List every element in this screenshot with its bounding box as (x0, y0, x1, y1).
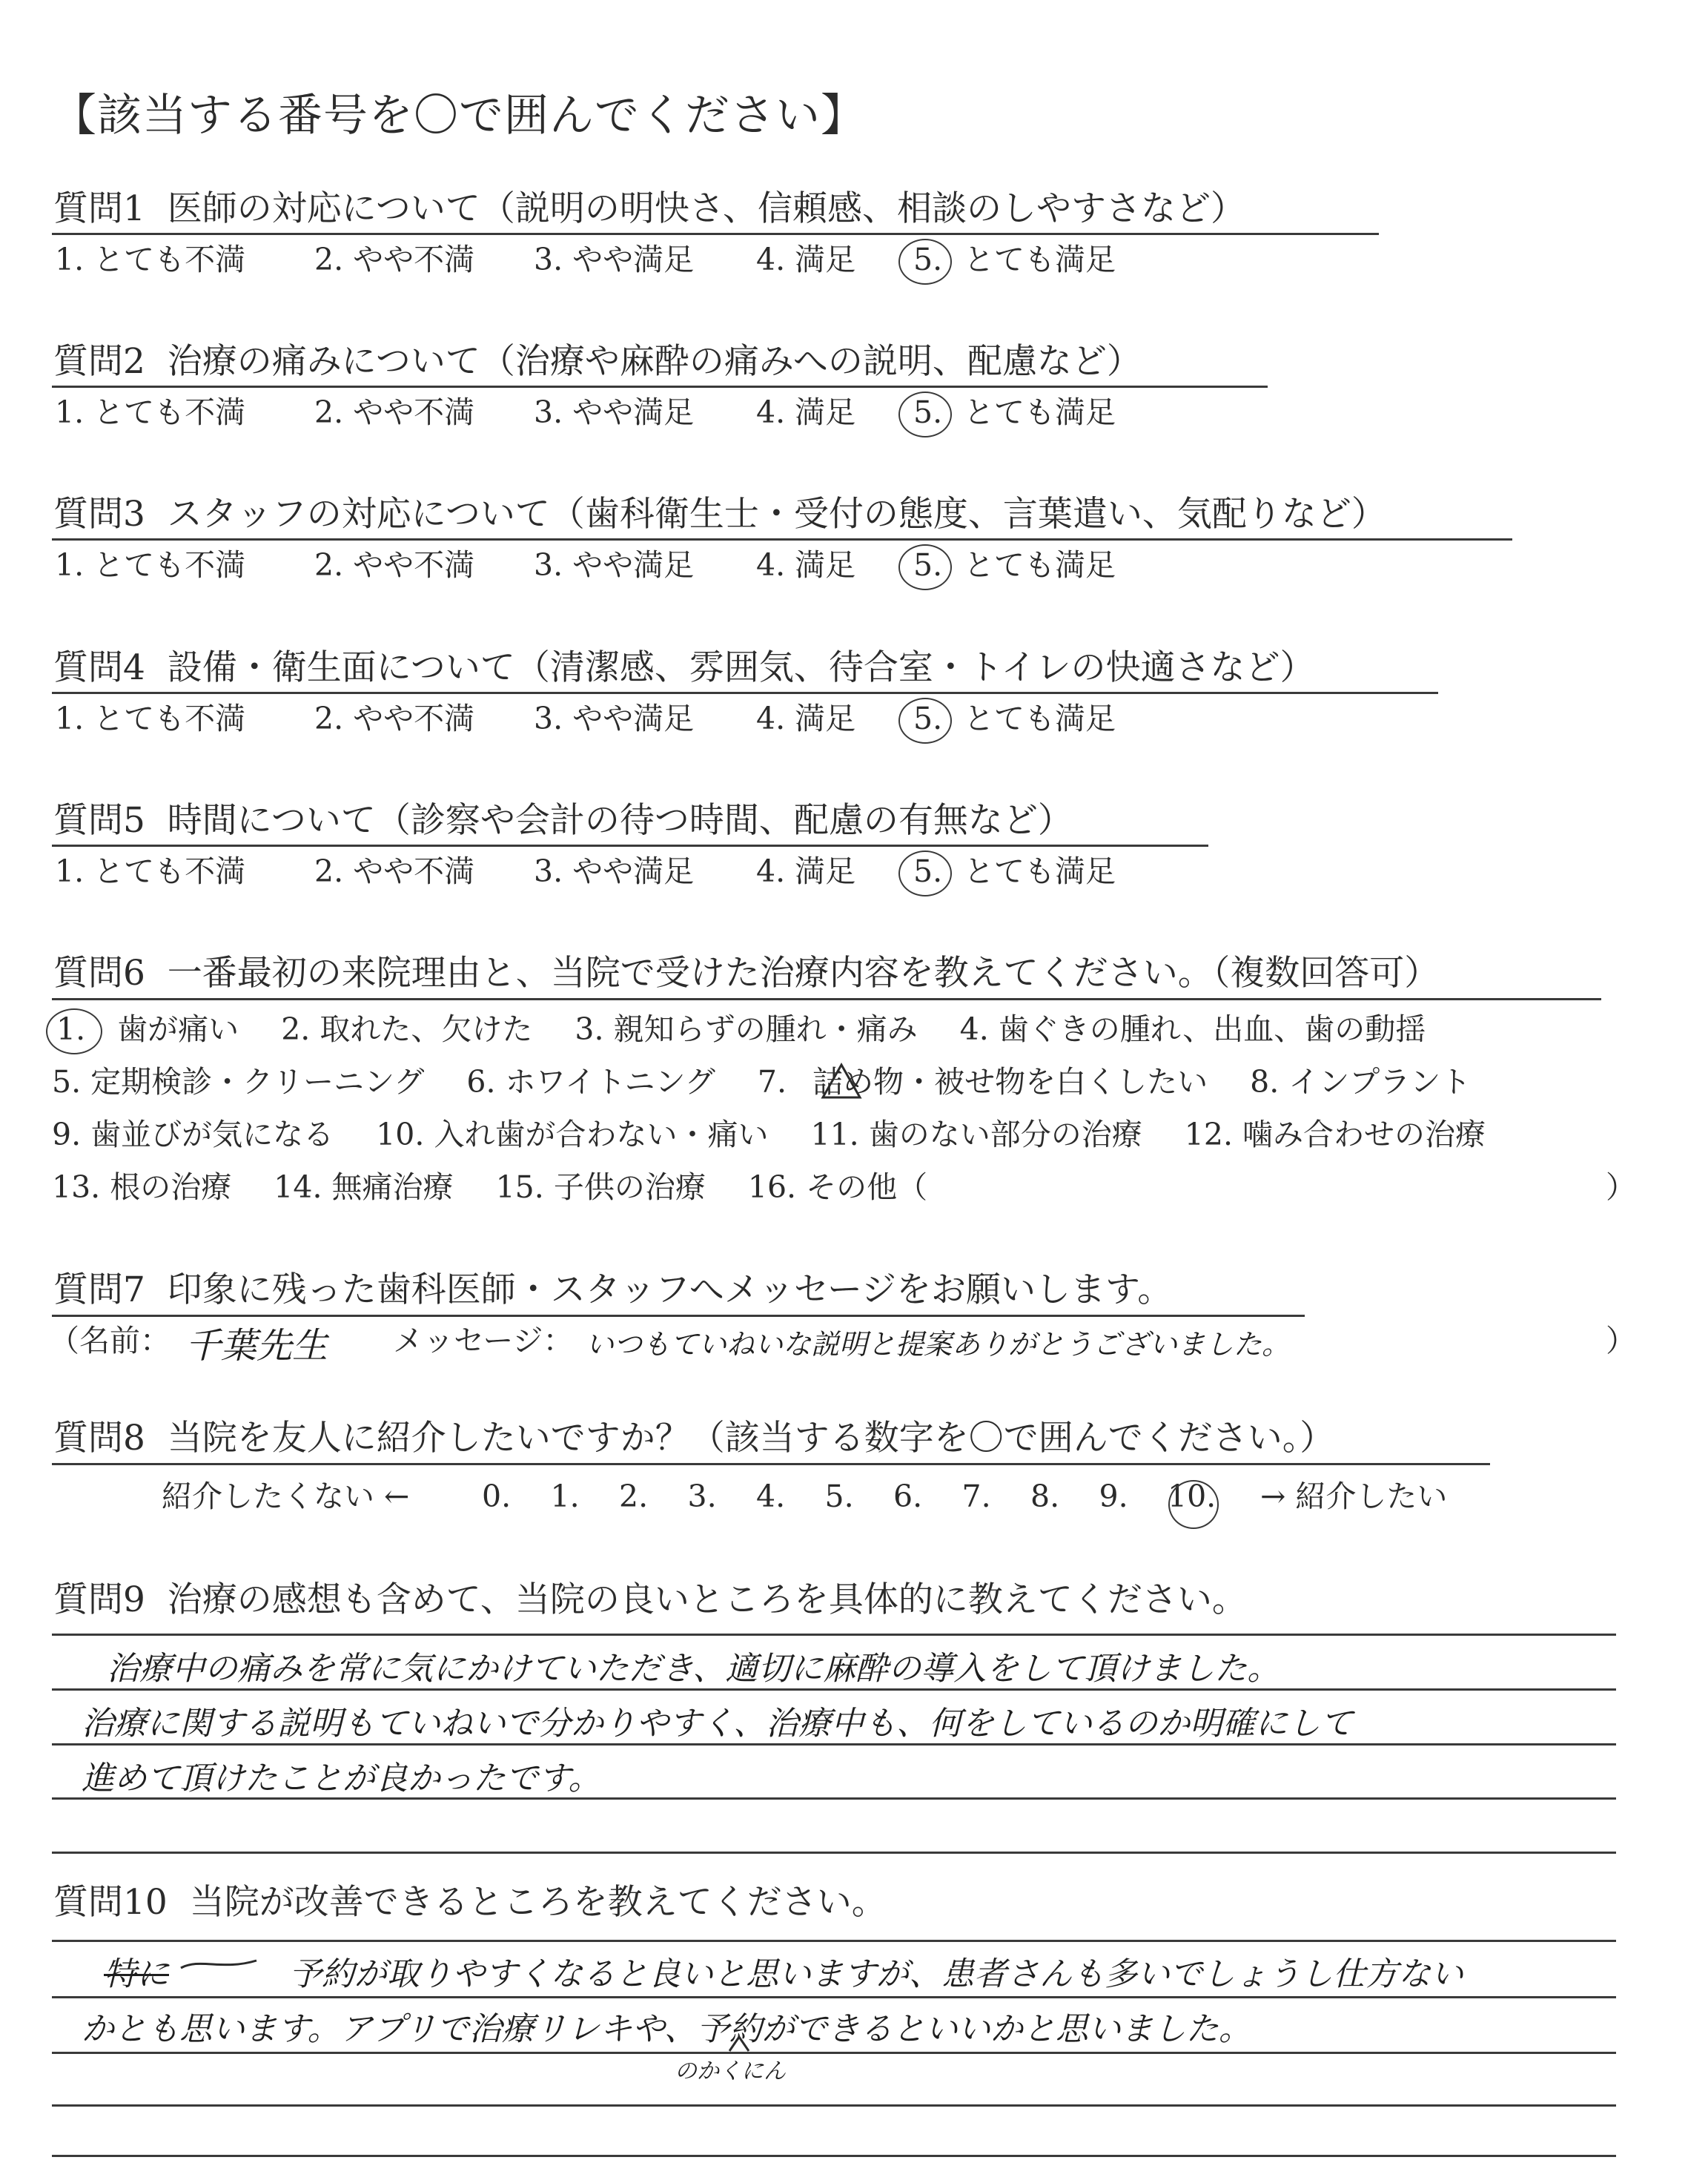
q1-option-4[interactable]: 4. 満足 (756, 242, 856, 277)
q1-heading (53, 187, 1245, 231)
q5-option-6: とても満足 (964, 853, 1116, 889)
q10-rule-1 (52, 1940, 1616, 1942)
q3-selection-circle (898, 544, 952, 590)
q8-scale-9[interactable]: 9. (1099, 1479, 1128, 1514)
q7-text: 印象に残った歯科医師・スタッフへメッセージをお願いします。 (167, 1269, 1173, 1310)
q4-heading (53, 646, 1315, 690)
q8-scale-8[interactable]: 8. (1030, 1479, 1060, 1514)
q8-selection-circle (1168, 1480, 1219, 1529)
q2-option-5[interactable]: 5. (913, 394, 943, 430)
q5-option-2[interactable]: 2. やや不満 (314, 853, 475, 889)
q9-rule-1 (52, 1634, 1616, 1636)
q5-selection-circle (898, 851, 952, 896)
q8-right-label: → 紹介したい (1260, 1479, 1448, 1514)
q10-heading (53, 1880, 887, 1925)
q3-heading (53, 492, 1386, 537)
q8-scale-6[interactable]: 6. (893, 1479, 923, 1514)
q6-opt-13[interactable]: 13. 根の治療 (52, 1169, 232, 1205)
q8-scale-4[interactable]: 4. (756, 1479, 786, 1514)
q5-option-5[interactable]: 5. (913, 853, 943, 889)
q2-option-4[interactable]: 4. 満足 (756, 394, 856, 430)
q8-left-label: 紹介したくない ← (162, 1479, 410, 1514)
q6-opt-12[interactable]: 12. 噛み合わせの治療 (1184, 1117, 1486, 1152)
q3-option-2[interactable]: 2. やや不満 (314, 547, 475, 583)
q5-option-4[interactable]: 4. 満足 (756, 853, 856, 889)
q7-message-label: メッセージ： (393, 1323, 574, 1358)
q9-rule-5 (52, 1852, 1616, 1854)
q6-opt-7-number[interactable]: 7. (757, 1064, 787, 1100)
q6-opt-4[interactable]: 4. 歯ぐきの腫れ、出血、歯の動揺 (959, 1011, 1426, 1047)
q3-text: スタッフの対応について（歯科衛生士・受付の態度、言葉遣い、気配りなど） (167, 494, 1386, 535)
q10-struck-text: 特に (104, 1955, 169, 1993)
q1-option-3[interactable]: 3. やや満足 (534, 242, 695, 277)
q4-selection-circle (898, 698, 952, 744)
q4-underline (52, 692, 1438, 694)
q6-opt-1-number[interactable]: 1. (56, 1011, 86, 1047)
q4-option-3[interactable]: 3. やや満足 (534, 701, 695, 736)
q6-opt-15[interactable]: 15. 子供の治療 (495, 1169, 706, 1205)
q10-rule-5 (52, 2155, 1616, 2157)
q8-text: 当院を友人に紹介したいですか？（該当する数字を〇で囲んでください。） (167, 1418, 1335, 1459)
q8-heading (53, 1416, 1334, 1461)
q9-answer-line-1[interactable]: 治療中の痛みを常に気にかけていただき、適切に麻酔の導入をして頂けました。 (107, 1650, 1280, 1688)
q6-row-1 (52, 1010, 1426, 1048)
q3-option-1[interactable]: 1. とても不満 (55, 547, 246, 583)
q4-option-4[interactable]: 4. 満足 (756, 701, 856, 736)
q10-rule-2 (52, 1996, 1616, 1998)
q1-underline (52, 233, 1379, 235)
q4-option-1[interactable]: 1. とても不満 (55, 701, 246, 736)
q7-close-paren: ） (1606, 1323, 1636, 1358)
q6-opt-11[interactable]: 11. 歯のない部分の治療 (810, 1117, 1142, 1152)
q1-label: 質問1 (53, 188, 145, 229)
q6-row-4 (52, 1168, 927, 1206)
q5-text: 時間について（診察や会計の待つ時間、配慮の有無など） (167, 800, 1073, 841)
q10-answer-line-1[interactable]: 予約が取りやすくなると良いと思いますが、患者さんも多いでしょうし仕方ない (289, 1955, 1463, 1993)
q4-option-6: とても満足 (964, 701, 1116, 736)
q10-insert-note: のかくにん (675, 2058, 786, 2084)
q3-option-3[interactable]: 3. やや満足 (534, 547, 695, 583)
q4-option-5[interactable]: 5. (913, 701, 943, 736)
q8-scale-1[interactable]: 1. (550, 1479, 580, 1514)
q8-scale-7[interactable]: 7. (961, 1479, 991, 1514)
q8-label: 質問8 (53, 1418, 145, 1459)
q2-option-2[interactable]: 2. やや不満 (314, 394, 475, 430)
q6-text: 一番最初の来院理由と、当院で受けた治療内容を教えてください。（複数回答可） (167, 953, 1440, 994)
q3-option-4[interactable]: 4. 満足 (756, 547, 856, 583)
q6-selection-triangle-7 (818, 1060, 864, 1102)
q5-label: 質問5 (53, 800, 145, 841)
q1-selection-circle (898, 239, 952, 285)
q3-label: 質問3 (53, 494, 145, 535)
q1-option-5[interactable]: 5. (913, 242, 943, 277)
q6-opt-6[interactable]: 6. ホワイトニング (466, 1064, 715, 1100)
q6-row-3 (52, 1115, 1486, 1154)
q6-label: 質問6 (53, 953, 145, 994)
page-title: 【該当する番号を〇で囲んでください】 (52, 90, 866, 142)
q5-option-3[interactable]: 3. やや満足 (534, 853, 695, 889)
q6-opt-9[interactable]: 9. 歯並びが気になる (52, 1117, 334, 1152)
q2-underline (52, 386, 1268, 388)
q10-answer-line-2[interactable]: かとも思います。アプリで治療リレキや、予約ができるといいかと思いました。 (82, 2010, 1251, 2048)
q7-message-value[interactable]: いつもていねいな説明と提案ありがとうございました。 (586, 1328, 1291, 1361)
q3-underline (52, 538, 1512, 541)
q8-scale-5[interactable]: 5. (824, 1479, 854, 1514)
q6-opt-5[interactable]: 5. 定期検診・クリーニング (52, 1064, 425, 1100)
q2-option-1[interactable]: 1. とても不満 (55, 394, 246, 430)
q9-answer-line-3[interactable]: 進めて頂けたことが良かったです。 (82, 1760, 601, 1797)
q4-label: 質問4 (53, 647, 145, 688)
q6-selection-circle-1 (46, 1008, 102, 1054)
q6-opt-8[interactable]: 8. インプラント (1250, 1064, 1472, 1100)
q2-label: 質問2 (53, 341, 145, 382)
q6-heading (53, 951, 1439, 996)
q6-other-close: ） (1606, 1169, 1636, 1205)
q10-label: 質問10 (53, 1882, 168, 1923)
q8-underline (52, 1463, 1490, 1465)
q10-insert-caret (728, 2035, 750, 2052)
q2-option-6: とても満足 (964, 394, 1116, 430)
q6-opt-10[interactable]: 10. 入れ歯が合わない・痛い (376, 1117, 769, 1152)
q8-scale-3[interactable]: 3. (687, 1479, 717, 1514)
q6-opt-7-text: 詰め物・被せ物を白くしたい (812, 1064, 1208, 1100)
q4-text: 設備・衛生面について（清潔感、雰囲気、待合室・トイレの快適さなど） (167, 647, 1315, 688)
q9-answer-line-2[interactable]: 治療に関する説明もていねいで分かりやすく、治療中も、何をしているのか明確にして (82, 1705, 1354, 1743)
q8-scale-10[interactable]: 10. (1168, 1479, 1217, 1514)
q6-opt-3[interactable]: 3. 親知らずの腫れ・痛み (575, 1011, 918, 1047)
q9-heading (53, 1578, 1247, 1622)
q6-opt-14[interactable]: 14. 無痛治療 (274, 1169, 454, 1205)
q7-name-label: （名前： (49, 1323, 171, 1358)
q6-row-2 (52, 1063, 1471, 1101)
q8-scale-0[interactable]: 0. (482, 1479, 512, 1514)
q4-option-2[interactable]: 2. やや不満 (314, 701, 475, 736)
q7-name-value[interactable]: 千葉先生 (185, 1325, 328, 1367)
q7-label: 質問7 (53, 1269, 145, 1310)
q2-option-3[interactable]: 3. やや満足 (534, 394, 695, 430)
q7-heading (53, 1268, 1172, 1312)
q5-option-1[interactable]: 1. とても不満 (55, 853, 246, 889)
q5-heading (53, 799, 1073, 843)
q9-label: 質問9 (53, 1579, 145, 1620)
q6-underline (52, 998, 1601, 1000)
q6-opt-2[interactable]: 2. 取れた、欠けた (281, 1011, 533, 1047)
q6-opt-16[interactable]: 16. その他（ (747, 1169, 928, 1205)
q10-strike-scribble (178, 1955, 259, 1972)
q3-option-5[interactable]: 5. (913, 547, 943, 583)
q8-scale-2[interactable]: 2. (619, 1479, 649, 1514)
q2-text: 治療の痛みについて（治療や麻酔の痛みへの説明、配慮など） (167, 341, 1142, 382)
q1-option-2[interactable]: 2. やや不満 (314, 242, 475, 277)
q10-text: 当院が改善できるところを教えてください。 (189, 1882, 887, 1923)
q1-option-6: とても満足 (964, 242, 1116, 277)
q3-option-6: とても満足 (964, 547, 1116, 583)
q1-text: 医師の対応について（説明の明快さ、信頼感、相談のしやすさなど） (167, 188, 1245, 229)
q10-rule-3 (52, 2052, 1616, 2054)
q9-text: 治療の感想も含めて、当院の良いところを具体的に教えてください。 (167, 1579, 1247, 1620)
q2-heading (53, 340, 1142, 384)
q2-selection-circle (898, 392, 952, 437)
q10-rule-4 (52, 2104, 1616, 2107)
q6-opt-1-text: 歯が痛い (117, 1011, 239, 1047)
q1-option-1[interactable]: 1. とても不満 (55, 242, 246, 277)
q5-underline (52, 845, 1208, 847)
